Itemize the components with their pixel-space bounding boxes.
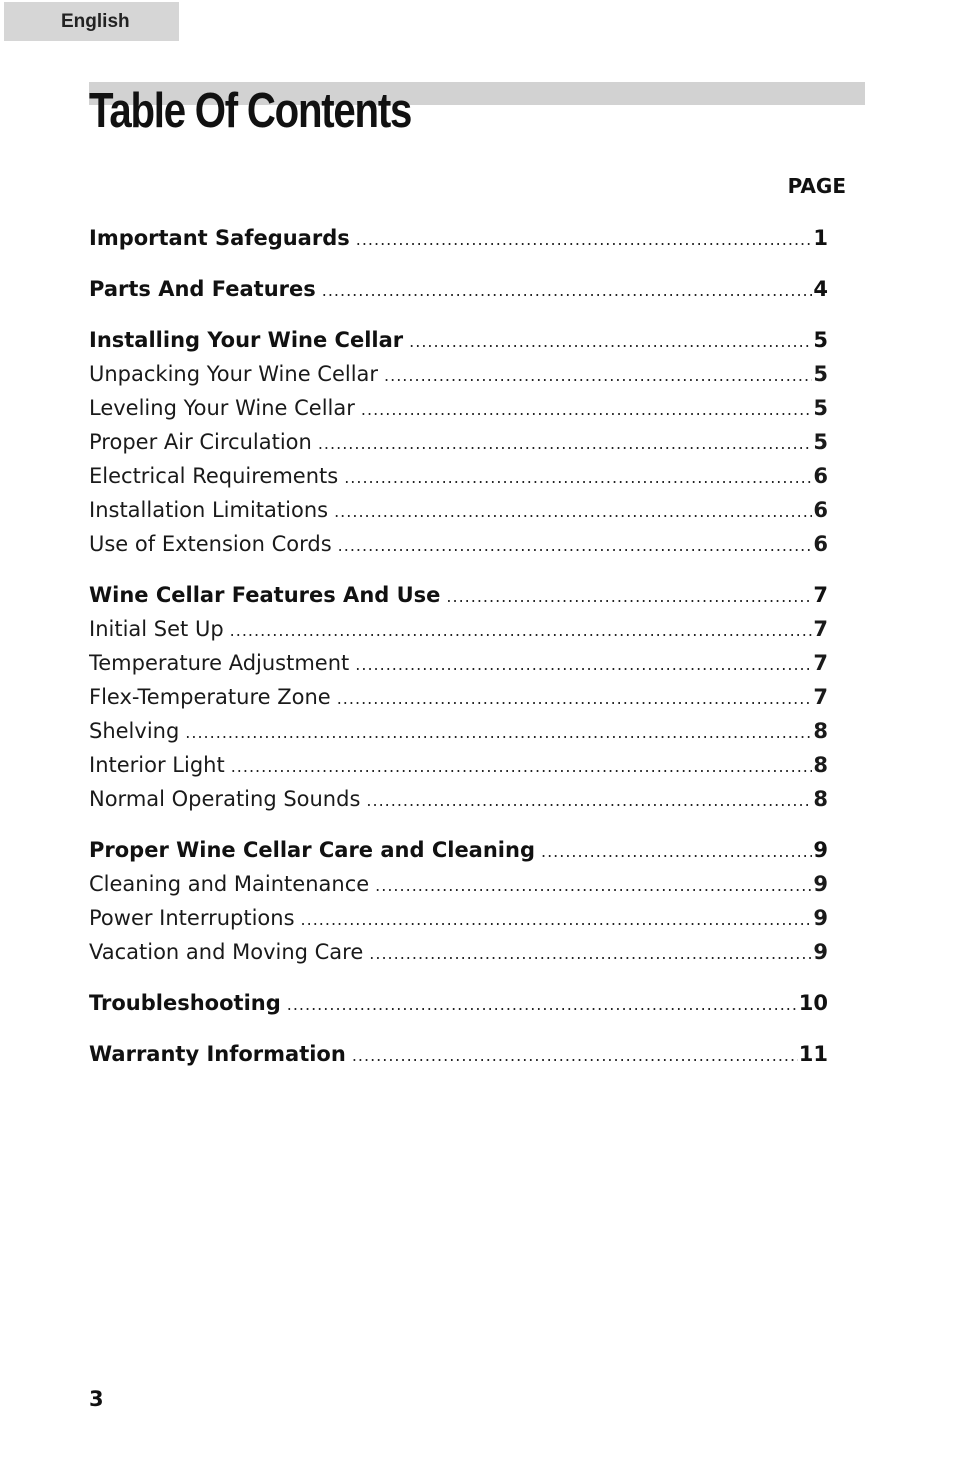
toc-entry (89, 357, 828, 391)
toc-entry-label: Shelving (89, 719, 180, 743)
dot-leader (541, 835, 812, 867)
toc-entry (89, 782, 828, 816)
dot-leader (344, 461, 812, 493)
toc-entry-label: Cleaning and Maintenance (89, 872, 370, 896)
toc-entry-label: Power Interruptions (89, 906, 295, 930)
toc-section (89, 578, 828, 816)
toc-section-heading (89, 1037, 828, 1071)
toc-entry-page: 7 (813, 651, 828, 675)
toc-entry (89, 612, 828, 646)
dot-leader (446, 580, 812, 612)
toc-entry-page: 5 (813, 396, 828, 420)
toc-entry (89, 935, 828, 969)
language-tab: English (4, 2, 179, 41)
toc-entry (89, 425, 828, 459)
toc-entry (89, 493, 828, 527)
toc-entry-label: Temperature Adjustment (89, 651, 350, 675)
toc-entry-page: 7 (813, 617, 828, 641)
toc-entry-page: 6 (813, 532, 828, 556)
toc-entry (89, 527, 828, 561)
dot-leader (409, 325, 812, 357)
toc-entry (89, 901, 828, 935)
toc-entry-page: 6 (813, 464, 828, 488)
toc-entry-label: Parts And Features (89, 277, 316, 301)
toc-section (89, 1037, 828, 1071)
toc-entry (89, 680, 828, 714)
toc-entry-page: 8 (813, 753, 828, 777)
toc-entry-label: Initial Set Up (89, 617, 224, 641)
toc-entry-page: 4 (813, 277, 828, 301)
toc-entry (89, 646, 828, 680)
toc-entry-label: Installing Your Wine Cellar (89, 328, 404, 352)
toc-section (89, 986, 828, 1020)
toc-entry-page: 7 (813, 583, 828, 607)
dot-leader (384, 359, 812, 391)
toc-entry-label: Warranty Information (89, 1042, 346, 1066)
dot-leader (334, 495, 812, 527)
page-column-header: PAGE (787, 174, 846, 198)
toc-entry (89, 459, 828, 493)
toc-entry-label: Troubleshooting (89, 991, 281, 1015)
toc-entry-label: Normal Operating Sounds (89, 787, 361, 811)
dot-leader (230, 614, 813, 646)
toc-entry-label: Wine Cellar Features And Use (89, 583, 441, 607)
dot-leader (231, 750, 813, 782)
toc-entry-label: Important Safeguards (89, 226, 350, 250)
toc-entry-label: Leveling Your Wine Cellar (89, 396, 355, 420)
toc-section-heading (89, 272, 828, 306)
dot-leader (366, 784, 812, 816)
toc-entry-page: 9 (813, 940, 828, 964)
dot-leader (287, 988, 798, 1020)
toc-entry-label: Proper Wine Cellar Care and Cleaning (89, 838, 535, 862)
dot-leader (338, 529, 813, 561)
dot-leader (355, 648, 812, 680)
dot-leader (318, 427, 813, 459)
toc-section-heading (89, 323, 828, 357)
toc-section (89, 323, 828, 561)
toc-entry-label: Proper Air Circulation (89, 430, 312, 454)
toc-entry-page: 7 (813, 685, 828, 709)
toc-entry-label: Vacation and Moving Care (89, 940, 364, 964)
toc-entry-page: 1 (813, 226, 828, 250)
page-title: Table Of Contents (89, 84, 412, 138)
toc-entry-label: Use of Extension Cords (89, 532, 332, 556)
dot-leader (375, 869, 812, 901)
toc-entry-page: 9 (813, 838, 828, 862)
dot-leader (337, 682, 813, 714)
toc-entry-page: 6 (813, 498, 828, 522)
toc-entry-page: 9 (813, 872, 828, 896)
toc-entry-label: Interior Light (89, 753, 225, 777)
dot-leader (369, 937, 812, 969)
toc-entry-label: Unpacking Your Wine Cellar (89, 362, 379, 386)
page-number: 3 (89, 1387, 104, 1411)
toc-section-heading (89, 578, 828, 612)
toc-entry (89, 391, 828, 425)
toc-section-heading (89, 986, 828, 1020)
dot-leader (322, 274, 813, 306)
dot-leader (361, 393, 812, 425)
toc-entry (89, 867, 828, 901)
dot-leader (352, 1039, 798, 1071)
toc-entry-page: 5 (813, 430, 828, 454)
toc-entry-label: Electrical Requirements (89, 464, 339, 488)
table-of-contents (89, 221, 828, 1088)
toc-section (89, 272, 828, 306)
toc-section (89, 833, 828, 969)
toc-entry-page: 10 (798, 991, 828, 1015)
dot-leader (301, 903, 813, 935)
toc-entry-page: 5 (813, 328, 828, 352)
toc-entry (89, 714, 828, 748)
toc-entry (89, 748, 828, 782)
toc-entry-page: 8 (813, 719, 828, 743)
toc-entry-label: Flex-Temperature Zone (89, 685, 331, 709)
toc-entry-page: 5 (813, 362, 828, 386)
toc-entry-page: 9 (813, 906, 828, 930)
toc-entry-page: 8 (813, 787, 828, 811)
toc-section (89, 221, 828, 255)
toc-entry-page: 11 (798, 1042, 828, 1066)
dot-leader (185, 716, 812, 748)
toc-section-heading (89, 833, 828, 867)
toc-entry-label: Installation Limitations (89, 498, 329, 522)
dot-leader (356, 223, 813, 255)
toc-section-heading (89, 221, 828, 255)
